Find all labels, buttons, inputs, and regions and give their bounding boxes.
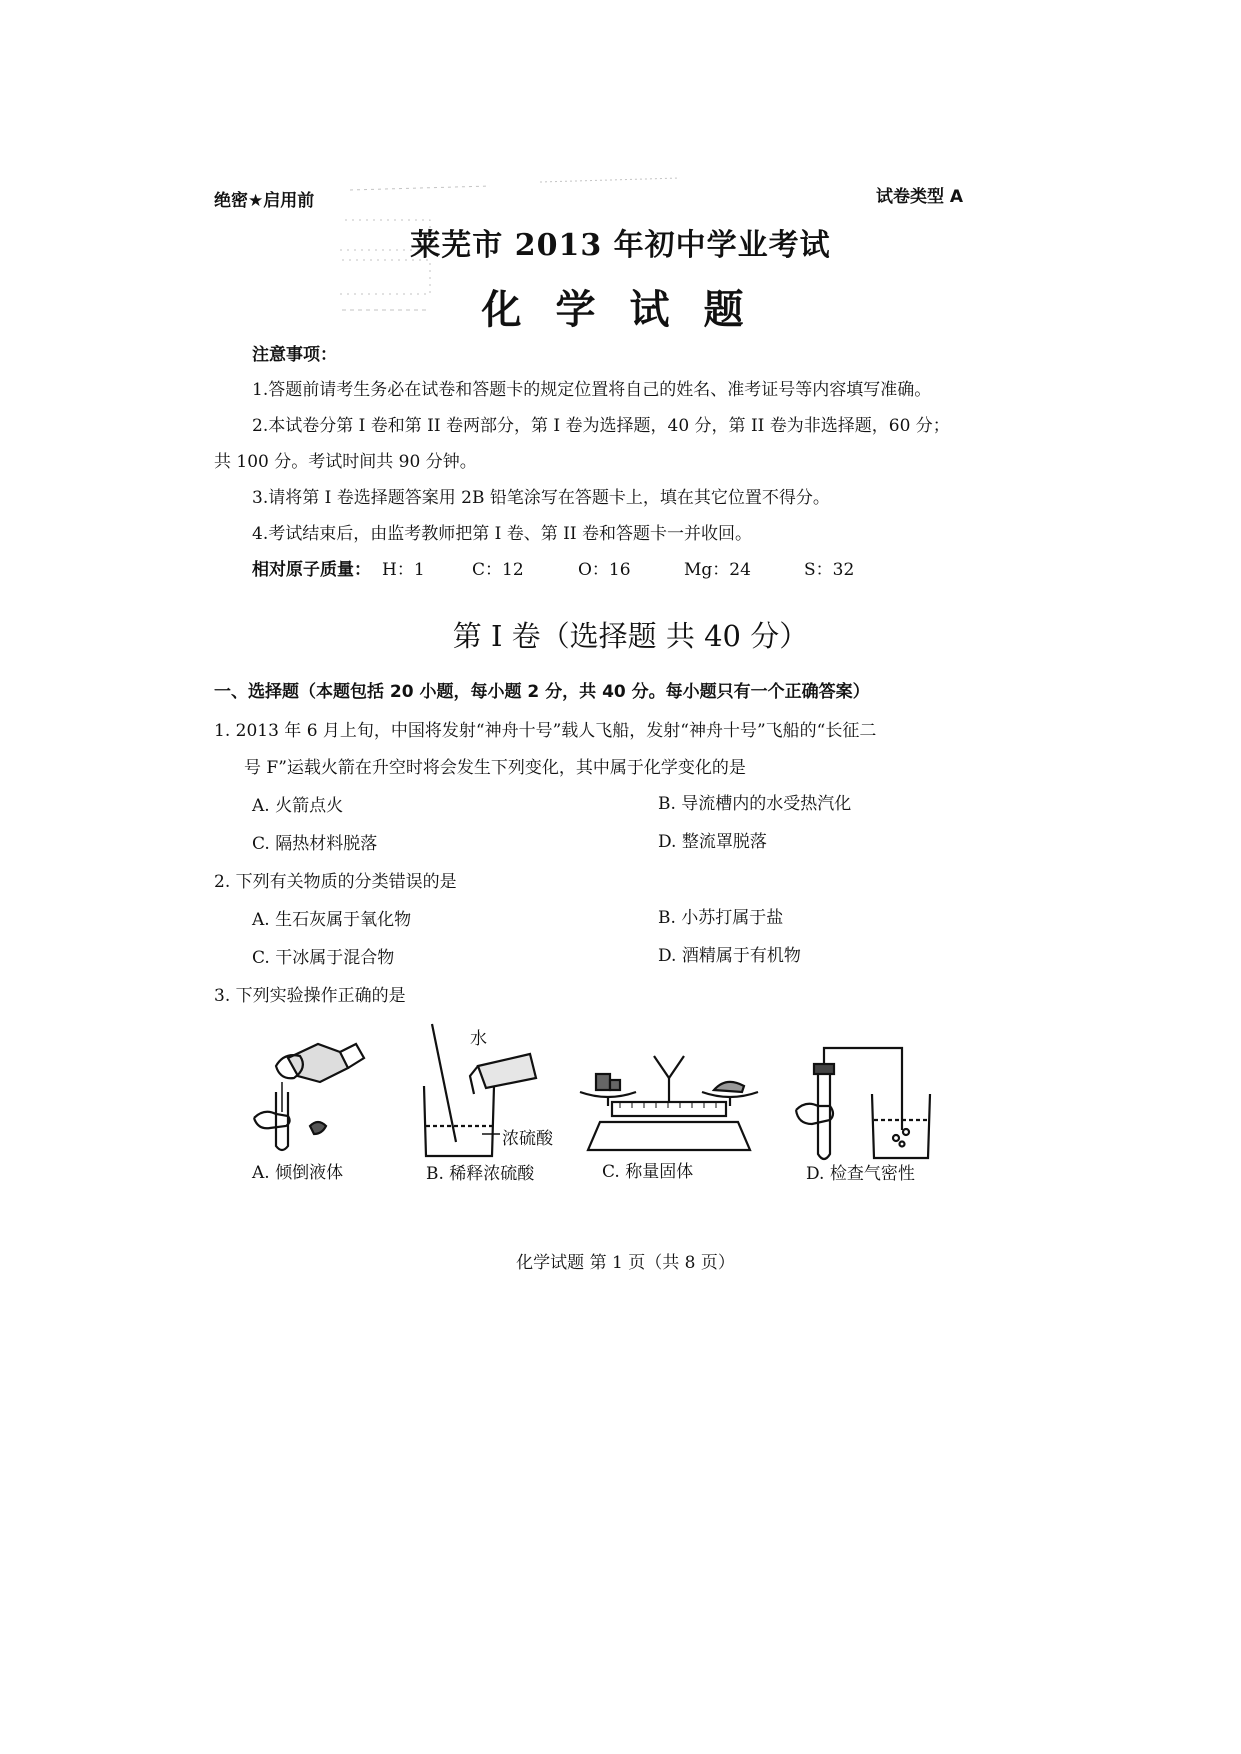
paper-type-label: 试卷类型 A <box>876 187 964 207</box>
figure-caption-a: A. 倾倒液体 <box>252 1163 344 1183</box>
notes-heading: 注意事项： <box>252 345 337 365</box>
figure-caption-d: D. 检查气密性 <box>806 1164 915 1184</box>
figure-label-acid: 浓硫酸 <box>502 1129 553 1149</box>
question-1-stem: 1. 2013 年 6 月上旬，中国将发射“神舟十号”载人飞船，发射“神舟十号”飞船的“长征二 <box>214 721 877 741</box>
exam-title: 莱芜市 2013 年初中学业考试 <box>410 228 831 263</box>
confidential-label: 绝密★启用前 <box>214 191 315 211</box>
subject-title: 化学试题 <box>481 286 778 333</box>
question-2-option-d: D. 酒精属于有机物 <box>658 946 801 966</box>
section-instruction: 一、选择题（本题包括 20 小题，每小题 2 分，共 40 分。每小题只有一个正确答案） <box>214 682 870 702</box>
page-footer: 化学试题 第 1 页（共 8 页） <box>516 1253 735 1273</box>
question-2-option-a: A. 生石灰属于氧化物 <box>252 910 412 930</box>
question-1-option-b: B. 导流槽内的水受热汽化 <box>658 794 852 814</box>
figure-caption-b: B. 稀释浓硫酸 <box>426 1164 535 1184</box>
question-2-option-b: B. 小苏打属于盐 <box>658 908 784 928</box>
question-1-option-c: C. 隔热材料脱落 <box>252 834 378 854</box>
question-2-option-c: C. 干冰属于混合物 <box>252 948 395 968</box>
question-1-option-d: D. 整流罩脱落 <box>658 832 767 852</box>
figure-pouring-liquid <box>248 1022 378 1152</box>
question-3-stem: 3. 下列实验操作正确的是 <box>214 986 406 1006</box>
atomic-mass-mg: Mg：24 <box>684 560 751 580</box>
figure-balance <box>574 1036 764 1156</box>
atomic-mass-label: 相对原子质量： <box>252 560 371 580</box>
question-1-option-a: A. 火箭点火 <box>252 796 344 816</box>
atomic-mass-o: O：16 <box>578 560 631 580</box>
note-item: 2.本试卷分第 I 卷和第 II 卷两部分，第 I 卷为选择题，40 分，第 II 卷为非选择题，60 分； <box>252 416 950 436</box>
figure-caption-c: C. 称量固体 <box>602 1162 694 1182</box>
note-item: 共 100 分。考试时间共 90 分钟。 <box>214 452 477 472</box>
figure-label-water: 水 <box>470 1029 487 1049</box>
atomic-mass-s: S：32 <box>804 560 855 580</box>
atomic-mass-c: C：12 <box>472 560 524 580</box>
figure-airtightness <box>792 1040 932 1170</box>
question-1-stem-cont: 号 F”运载火箭在升空时将会发生下列变化，其中属于化学变化的是 <box>244 758 746 778</box>
note-item: 4.考试结束后，由监考教师把第 I 卷、第 II 卷和答题卡一并收回。 <box>252 524 752 544</box>
atomic-mass-h: H：1 <box>382 560 425 580</box>
note-item: 3.请将第 I 卷选择题答案用 2B 铅笔涂写在答题卡上，填在其它位置不得分。 <box>252 488 830 508</box>
section-title: 第 I 卷（选择题 共 40 分） <box>452 619 809 653</box>
question-2-stem: 2. 下列有关物质的分类错误的是 <box>214 872 457 892</box>
note-item: 1.答题前请考生务必在试卷和答题卡的规定位置将自己的姓名、准考证号等内容填写准确。 <box>252 380 932 400</box>
